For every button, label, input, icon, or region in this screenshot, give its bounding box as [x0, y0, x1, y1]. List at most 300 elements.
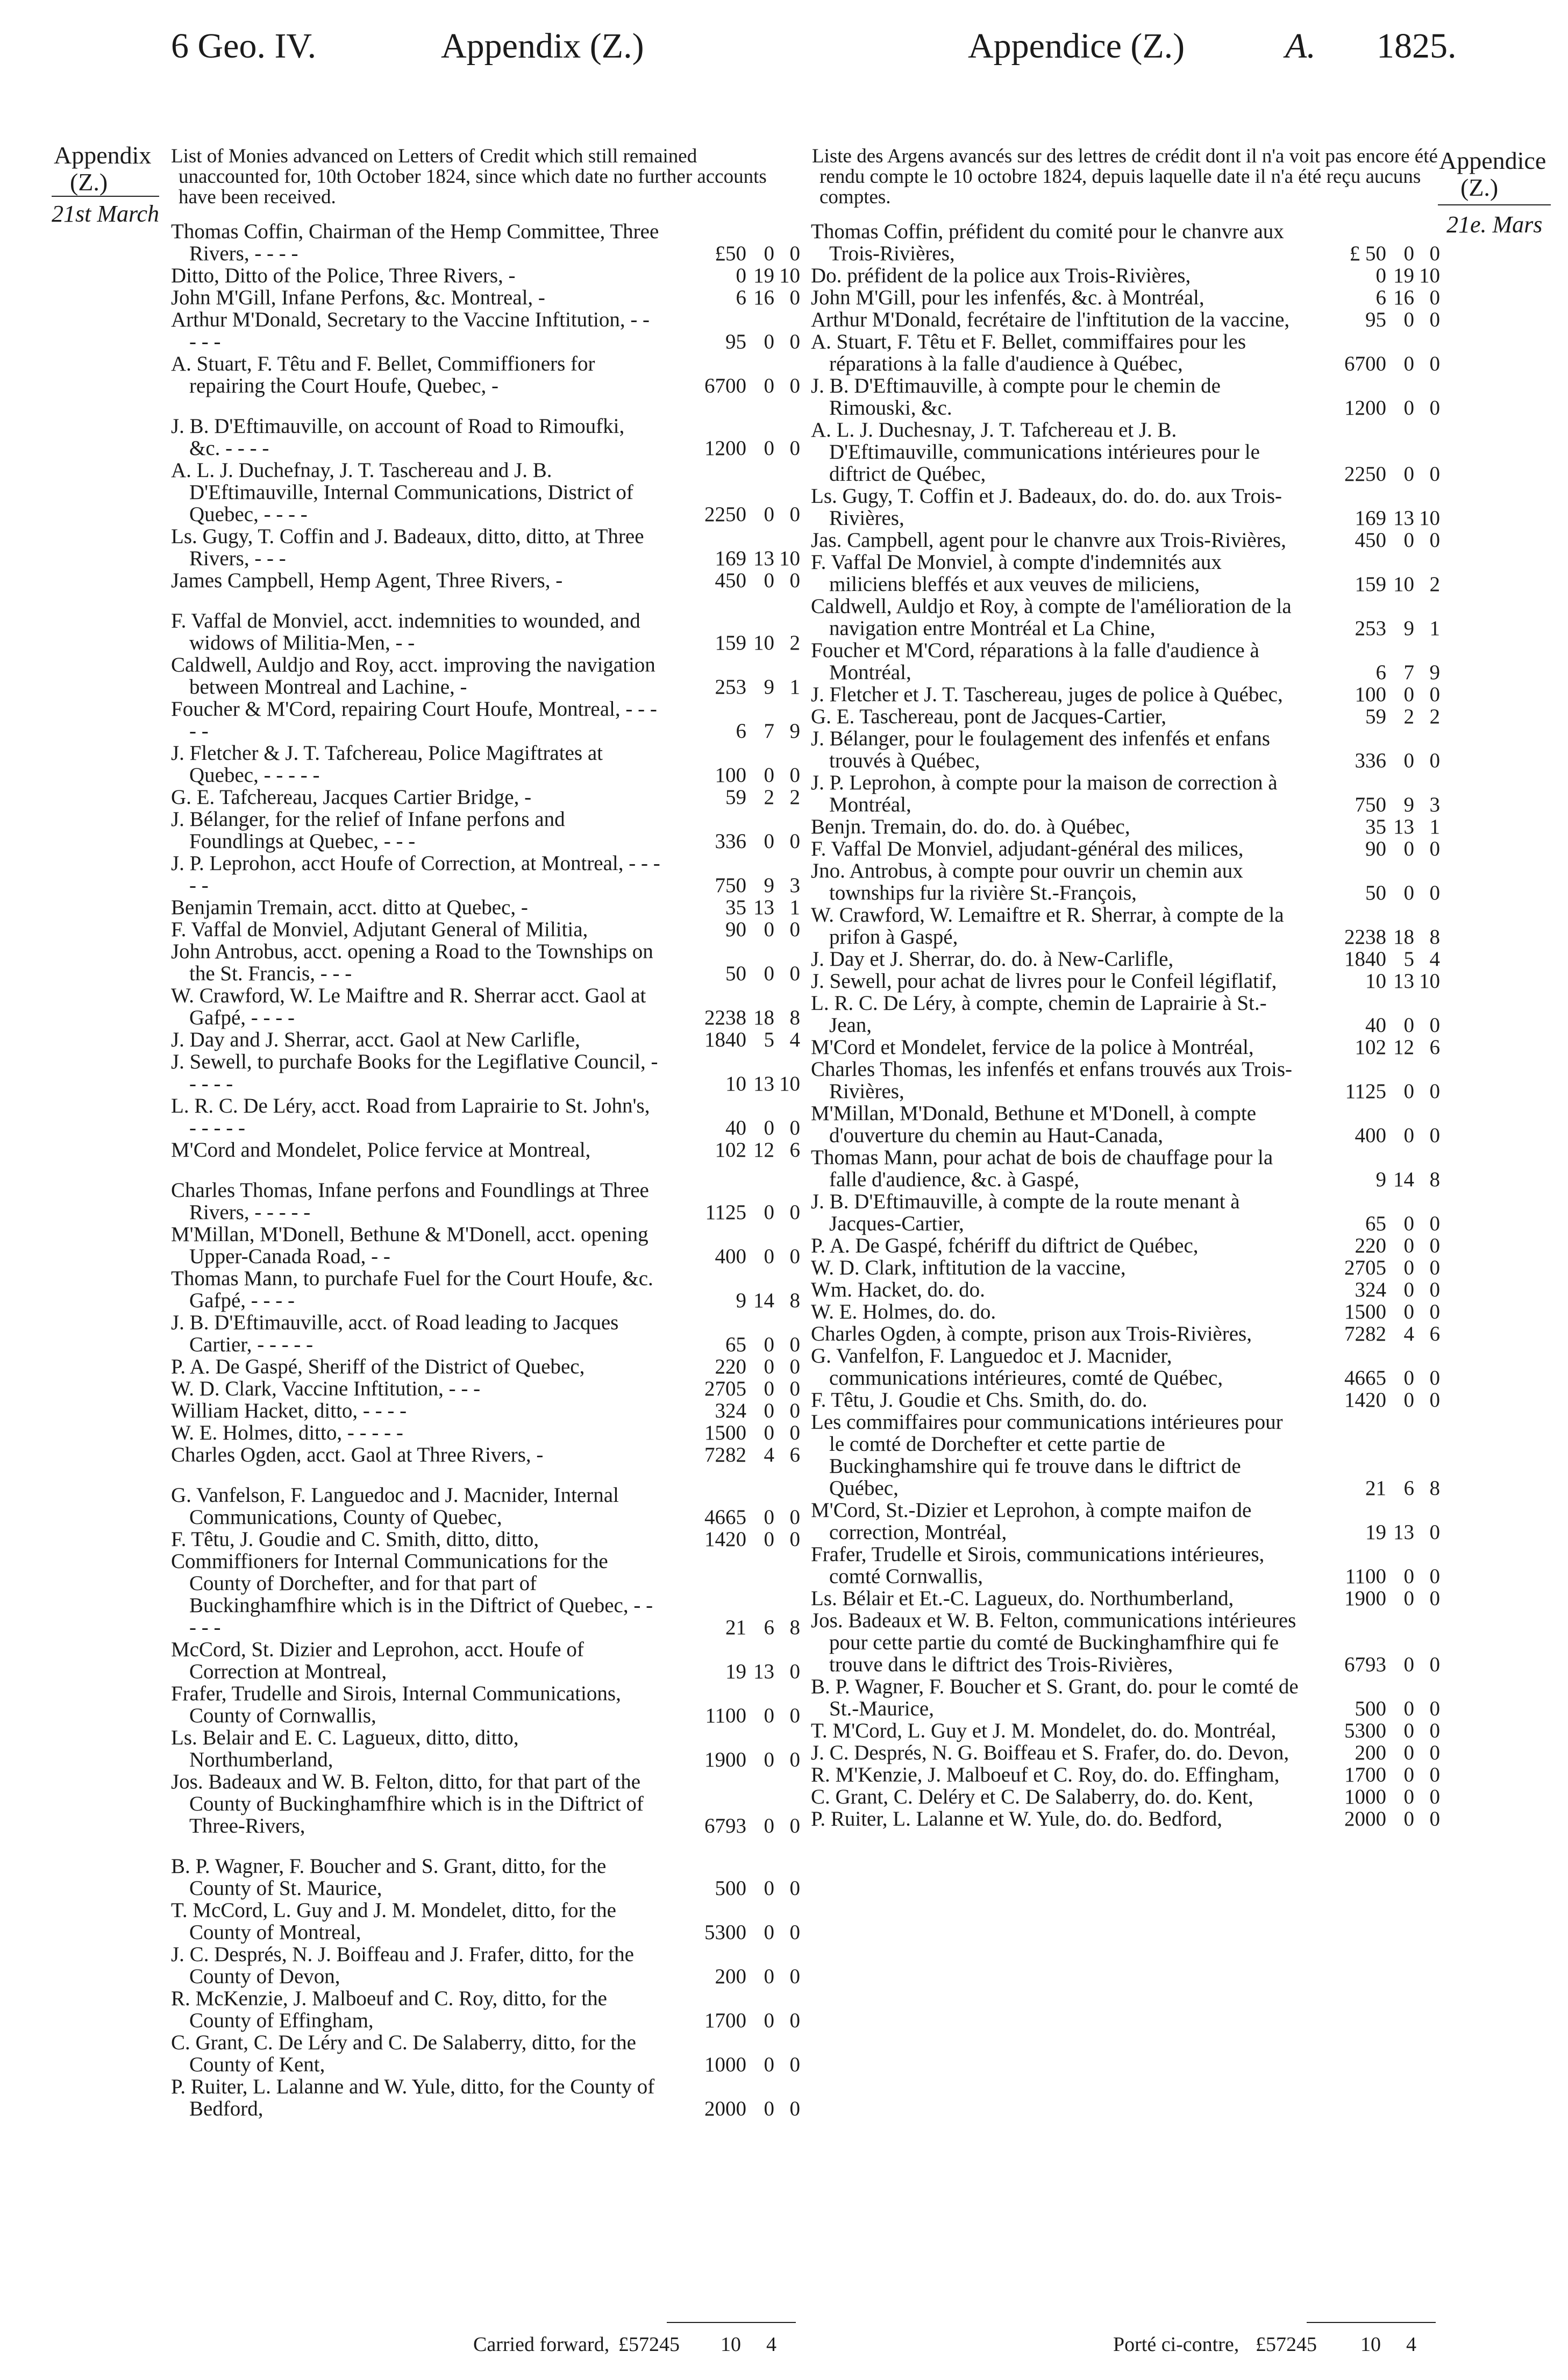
english-entry-shillings: 0 — [764, 1421, 774, 1444]
french-entry-amount — [1306, 1587, 1440, 1609]
french-entry-name: A. Stuart, F. Têtu et F. Bellet, commiffaires pour les réparations à la falle d'audience à Québec, — [811, 330, 1246, 375]
english-entry-shillings: 18 — [753, 1006, 774, 1029]
english-entry-amount — [666, 287, 800, 309]
french-entry-amount — [1306, 661, 1440, 683]
english-entry-pence: 10 — [779, 264, 800, 287]
english-entry-amount — [666, 1921, 800, 1943]
english-entry-pence: 0 — [789, 1528, 800, 1551]
french-entry-pounds: 6 — [1375, 286, 1386, 309]
french-entry-pounds: 0 — [1375, 264, 1386, 287]
french-entry-shillings: 12 — [1393, 1036, 1414, 1059]
english-entry-pence: 0 — [789, 1245, 800, 1268]
french-entry-shillings: 9 — [1403, 617, 1414, 640]
english-entry — [171, 896, 800, 918]
french-entry-pounds: 1700 — [1344, 1763, 1386, 1786]
french-entry-shillings: 0 — [1403, 396, 1414, 419]
french-entry — [811, 1036, 1440, 1058]
english-entry-pence: 0 — [789, 830, 800, 853]
french-entry-shillings: 0 — [1403, 1719, 1414, 1742]
english-entry-name: Commiffioners for Internal Communications for the County of Dorchefter, and for that part of Buckinghamfhire which is in the Diftrict of Quebec, - - - - - — [171, 1550, 653, 1639]
english-entry-pence: 0 — [789, 569, 800, 592]
french-entry-shillings: 13 — [1393, 970, 1414, 993]
english-entry-shillings: 0 — [764, 1245, 774, 1268]
french-entry — [811, 1543, 1440, 1587]
english-entry — [171, 1444, 800, 1466]
english-entry-name: C. Grant, C. De Léry and C. De Salaberry, ditto, for the County of Kent, — [171, 2031, 636, 2076]
english-entry — [171, 1528, 800, 1550]
french-entry-pence: 0 — [1429, 1124, 1440, 1147]
french-entry-name: Les commiffaires pour communications intérieures pour le comté de Dorchefter et cette partie de Buckinghamshire qui fe trouve dans le diftrict de Québec, — [811, 1410, 1283, 1500]
french-entry-pence: 0 — [1429, 1807, 1440, 1830]
english-entry-pence: 10 — [779, 1072, 800, 1095]
english-entry-amount — [666, 2098, 800, 2120]
english-entry — [171, 2032, 800, 2076]
english-entry-name: James Campbell, Hemp Agent, Three Rivers, - — [171, 569, 563, 592]
english-entry — [171, 459, 800, 525]
english-entry-name: Ditto, Ditto of the Police, Three Rivers, - — [171, 264, 516, 287]
english-entry-amount — [666, 547, 800, 569]
english-entry — [171, 1899, 800, 1943]
french-entry — [811, 772, 1440, 816]
french-entry — [811, 1058, 1440, 1102]
page-year: 1825. — [1377, 26, 1457, 66]
english-entry-pounds: 95 — [725, 330, 746, 353]
french-entry-amount — [1306, 1124, 1440, 1146]
english-entry — [171, 1855, 800, 1899]
english-entry-amount — [666, 1815, 800, 1837]
french-entry — [811, 331, 1440, 375]
french-entry-name: Do. préfident de la police aux Trois-Rivières, — [811, 264, 1191, 287]
french-entry-amount — [1306, 1742, 1440, 1764]
english-entry-shillings: 13 — [753, 896, 774, 919]
french-entry-name: M'Cord et Mondelet, fervice de la police à Montréal, — [811, 1036, 1254, 1059]
page-title-french: Appendice (Z.) — [968, 26, 1185, 66]
french-entry-pence: 0 — [1429, 1697, 1440, 1720]
english-entry-shillings: 14 — [753, 1289, 774, 1312]
english-entry — [171, 918, 800, 940]
french-entry-name: W. E. Holmes, do. do. — [811, 1300, 996, 1323]
french-entry-shillings: 0 — [1403, 529, 1414, 552]
french-entry-pounds: 7282 — [1344, 1322, 1386, 1345]
french-entry-pence: 0 — [1429, 1300, 1440, 1323]
english-entry — [171, 1484, 800, 1528]
english-entry-pounds: 102 — [715, 1138, 746, 1162]
english-entry-shillings: 0 — [764, 1333, 774, 1356]
english-entry — [171, 1943, 800, 1987]
english-entry-pounds: 1200 — [704, 437, 746, 460]
english-entry-shillings: 0 — [764, 1201, 774, 1224]
english-entry-pounds: 2000 — [704, 2097, 746, 2120]
french-entry-pounds: 19 — [1365, 1521, 1386, 1544]
french-entry — [811, 1257, 1440, 1279]
page-reign: 6 Geo. IV. — [171, 26, 317, 66]
french-entry-name: F. Têtu, J. Goudie et Chs. Smith, do. do. — [811, 1388, 1148, 1412]
french-entry-pounds: 10 — [1365, 970, 1386, 993]
english-entry — [171, 1267, 800, 1312]
english-entry-shillings: 0 — [764, 1399, 774, 1422]
english-entry — [171, 654, 800, 698]
english-entry-pence: 0 — [789, 503, 800, 526]
french-entry-pence: 0 — [1429, 1587, 1440, 1610]
french-entry — [811, 529, 1440, 551]
french-entry-amount — [1306, 617, 1440, 639]
french-entry-pounds: 253 — [1355, 617, 1386, 640]
french-entry-shillings: 13 — [1393, 507, 1414, 530]
french-entry-amount — [1306, 948, 1440, 970]
french-entry-pounds: 169 — [1355, 507, 1386, 530]
french-entry — [811, 1345, 1440, 1389]
french-entry-pence: 0 — [1429, 1741, 1440, 1764]
english-entry — [171, 1179, 800, 1223]
french-entry-amount — [1306, 1764, 1440, 1786]
french-entry-pence: 10 — [1419, 970, 1440, 993]
english-entry-pounds: 253 — [715, 675, 746, 699]
french-entry-name: Charles Thomas, les infenfés et enfans trouvés aux Trois-Rivières, — [811, 1058, 1293, 1103]
french-entry-amount — [1306, 1477, 1440, 1499]
french-entry-shillings: 0 — [1403, 1785, 1414, 1808]
french-entry-shillings: 0 — [1403, 1014, 1414, 1037]
french-entry-pence: 0 — [1429, 286, 1440, 309]
english-entry-pounds: 1100 — [705, 1704, 746, 1727]
french-entry — [811, 1146, 1440, 1191]
english-entry-pounds: 1500 — [704, 1421, 746, 1444]
english-entry — [171, 1051, 800, 1095]
french-entry-name: P. Ruiter, L. Lalanne et W. Yule, do. do. Bedford, — [811, 1807, 1222, 1830]
french-entry-name: F. Vaffal De Monviel, à compte d'indemnités aux miliciens bleffés et aux veuves de miliciens, — [811, 551, 1222, 596]
french-entry-pence: 0 — [1429, 308, 1440, 331]
english-entry-pounds: 1420 — [704, 1528, 746, 1551]
french-entry-pounds: 159 — [1355, 573, 1386, 596]
english-entry-amount — [666, 1029, 800, 1051]
french-entry-amount — [1306, 1698, 1440, 1720]
french-entry-shillings: 0 — [1403, 1234, 1414, 1257]
french-entry-pounds: 2250 — [1344, 462, 1386, 486]
english-entry-pence: 2 — [789, 786, 800, 809]
french-entry-name: Ls. Gugy, T. Coffin et J. Badeaux, do. do. do. aux Trois-Rivières, — [811, 484, 1282, 530]
english-entry-pence: 0 — [789, 1201, 800, 1224]
french-entry-pounds: 21 — [1365, 1477, 1386, 1500]
carried-forward-pounds: £57245 — [618, 2333, 680, 2356]
english-entry-name: McCord, St. Dizier and Leprohon, acct. Houfe of Correction at Montreal, — [171, 1638, 584, 1683]
french-entry-pence: 0 — [1429, 1256, 1440, 1279]
english-entry-pounds: 40 — [725, 1116, 746, 1139]
english-entry — [171, 698, 800, 742]
french-entry-pence: 0 — [1429, 837, 1440, 860]
english-entry-pounds: 0 — [736, 264, 746, 287]
french-entry-amount — [1306, 529, 1440, 551]
french-entry — [811, 1720, 1440, 1742]
english-entry-shillings: 13 — [753, 1072, 774, 1095]
french-entry — [811, 948, 1440, 970]
french-entry-name: Wm. Hacket, do. do. — [811, 1278, 985, 1301]
french-entry-shillings: 0 — [1403, 1388, 1414, 1412]
french-entry-shillings: 0 — [1403, 1565, 1414, 1588]
french-entry — [811, 287, 1440, 309]
french-entry-pounds: 400 — [1355, 1124, 1386, 1147]
footer-rule-french — [1307, 2322, 1436, 2323]
english-entry-amount — [666, 830, 800, 852]
french-entry-pounds: 50 — [1365, 881, 1386, 904]
french-entry — [811, 1808, 1440, 1830]
french-entry-name: M'Cord, St.-Dizier et Leprohon, à compte maifon de correction, Montréal, — [811, 1499, 1252, 1544]
french-entry-name: G. Vanfelfon, F. Languedoc et J. Macnider, communications intérieures, comté de Québec, — [811, 1344, 1223, 1389]
french-entry-pence: 8 — [1429, 925, 1440, 949]
french-entry-pence: 0 — [1429, 683, 1440, 706]
english-entry — [171, 1312, 800, 1356]
french-entry-pounds: 1125 — [1345, 1080, 1386, 1103]
english-entry-pounds: 1700 — [704, 2009, 746, 2032]
english-entry-pounds: 1900 — [704, 1748, 746, 1771]
french-entry-pounds: 90 — [1365, 837, 1386, 860]
english-entry-name: W. D. Clark, Vaccine Inftitution, - - - — [171, 1377, 481, 1400]
english-entry-name: W. Crawford, W. Le Maiftre and R. Sherrar acct. Gaol at Gafpé, - - - - — [171, 984, 646, 1029]
english-entry-name: Charles Thomas, Infane perfons and Foundlings at Three Rivers, - - - - - — [171, 1179, 649, 1224]
french-entry-name: F. Vaffal De Monviel, adjudant-général des milices, — [811, 837, 1244, 860]
french-entry-shillings: 0 — [1403, 683, 1414, 706]
english-entry-amount — [666, 569, 800, 592]
french-entry-pence: 0 — [1429, 1014, 1440, 1037]
english-entry-shillings: 0 — [764, 1377, 774, 1400]
english-entry-amount — [666, 1965, 800, 1987]
english-entry-name: Thomas Mann, to purchafe Fuel for the Court Houfe, &c. Gafpé, - - - - — [171, 1267, 653, 1312]
margin-appendix-left: Appendix — [54, 141, 152, 169]
french-entry-amount — [1306, 507, 1440, 529]
english-entry — [171, 786, 800, 808]
french-entry — [811, 970, 1440, 992]
english-entry-name: A. Stuart, F. Têtu and F. Bellet, Commiffioners for repairing the Court Houfe, Quebec, - — [171, 352, 595, 397]
english-entry-amount — [666, 1139, 800, 1161]
english-entry-amount — [666, 2054, 800, 2076]
french-entry-name: Thomas Coffin, préfident du comité pour le chanvre aux Trois-Rivières, — [811, 220, 1284, 265]
english-entry-shillings: 6 — [764, 1616, 774, 1639]
french-entry-shillings: 19 — [1393, 264, 1414, 287]
english-entry-shillings: 0 — [764, 437, 774, 460]
french-entry-pounds: 1100 — [1345, 1565, 1386, 1588]
french-entry-pounds: 450 — [1355, 529, 1386, 552]
english-entry-shillings: 0 — [764, 1506, 774, 1529]
porte-ci-contre-shillings: 10 — [1360, 2333, 1381, 2356]
french-entry-pence: 0 — [1429, 1278, 1440, 1301]
english-section-gap — [171, 1837, 800, 1855]
english-entry-name: F. Vaffal de Monviel, Adjutant General of Militia, — [171, 918, 588, 941]
french-entry-pounds: 6793 — [1344, 1653, 1386, 1676]
french-entry-amount — [1306, 1014, 1440, 1036]
french-entry-pounds: 336 — [1355, 749, 1386, 772]
english-entry-pounds: 1125 — [705, 1201, 746, 1224]
french-entry-amount — [1306, 1654, 1440, 1676]
french-entry-name: P. A. De Gaspé, fchériff du diftrict de Québec, — [811, 1234, 1199, 1257]
french-entry-name: J. Fletcher et J. T. Taschereau, juges de police à Québec, — [811, 683, 1283, 706]
french-entry-shillings: 14 — [1393, 1168, 1414, 1191]
english-entry-pence: 3 — [789, 874, 800, 897]
english-entry-amount — [666, 1245, 800, 1267]
english-entry — [171, 1550, 800, 1638]
english-entry-pounds: 50 — [725, 962, 746, 985]
french-entry-name: Jno. Antrobus, à compte pour ouvrir un chemin aux townships fur la rivière St.-François, — [811, 859, 1243, 904]
french-entry-name: Caldwell, Auldjo et Roy, à compte de l'amélioration de la navigation entre Montréal et La Chine, — [811, 595, 1292, 640]
english-entry-shillings: 9 — [764, 874, 774, 897]
english-entry-name: Caldwell, Auldjo and Roy, acct. improving the navigation between Montreal and Lachine, - — [171, 653, 655, 699]
english-entry — [171, 1683, 800, 1727]
english-entry-pounds: 59 — [725, 786, 746, 809]
french-entry-shillings: 13 — [1393, 815, 1414, 838]
french-entry-shillings: 13 — [1393, 1521, 1414, 1544]
french-entry-pence: 4 — [1429, 947, 1440, 971]
english-entry-pounds: 6793 — [704, 1814, 746, 1837]
english-entry-shillings: 10 — [753, 631, 774, 654]
english-entry-pounds: 2238 — [704, 1006, 746, 1029]
french-entry — [811, 1499, 1440, 1543]
french-entry — [811, 860, 1440, 904]
french-entry — [811, 1587, 1440, 1609]
margin-brace-right — [1438, 204, 1551, 205]
french-entry-shillings: 0 — [1403, 1080, 1414, 1103]
english-entry — [171, 220, 800, 265]
english-entry-pounds: 2250 — [704, 503, 746, 526]
porte-ci-contre-pounds: £57245 — [1256, 2333, 1317, 2356]
english-entry-amount — [666, 1661, 800, 1683]
french-entry-amount — [1306, 1301, 1440, 1323]
french-entry-pounds: 40 — [1365, 1014, 1386, 1037]
english-section-gap — [171, 592, 800, 610]
english-entry-pence: 0 — [789, 1355, 800, 1378]
french-entry — [811, 816, 1440, 838]
english-entry-name: J. B. D'Eftimauville, on account of Road to Rimoufki, &c. - - - - — [171, 415, 625, 460]
english-entry-pence: 6 — [789, 1443, 800, 1466]
french-entry-pounds: 59 — [1365, 705, 1386, 728]
french-entry — [811, 992, 1440, 1036]
french-entry — [811, 309, 1440, 331]
french-entry-pounds: 4665 — [1344, 1366, 1386, 1389]
english-entry-amount — [666, 1528, 800, 1550]
french-entry-pence: 0 — [1429, 1212, 1440, 1235]
french-entry-pounds: 1840 — [1344, 947, 1386, 971]
english-entry-name: F. Vaffal de Monviel, acct. indemnities to wounded, and widows of Militia-Men, - - — [171, 609, 640, 654]
english-entry-shillings: 16 — [753, 286, 774, 309]
english-entry — [171, 610, 800, 654]
french-entry-shillings: 0 — [1403, 1741, 1414, 1764]
french-entry-pounds: 220 — [1355, 1234, 1386, 1257]
french-entry — [811, 220, 1440, 265]
english-entry-pence: 0 — [789, 374, 800, 397]
french-entry-shillings: 0 — [1403, 352, 1414, 375]
english-entry — [171, 1095, 800, 1139]
english-entry-pence: 0 — [789, 1333, 800, 1356]
page-letter: A. — [1285, 26, 1316, 66]
french-entry — [811, 595, 1440, 639]
english-entry-name: John Antrobus, acct. opening a Road to the Townships on the St. Francis, - - - — [171, 940, 653, 985]
english-entry-name: P. Ruiter, L. Lalanne and W. Yule, ditto, for the County of Bedford, — [171, 2075, 655, 2120]
french-entry-amount — [1306, 353, 1440, 375]
english-entry-name: Charles Ogden, acct. Gaol at Three Rivers, - — [171, 1443, 544, 1466]
french-entry-name: R. M'Kenzie, J. Malboeuf et C. Roy, do. do. Effingham, — [811, 1763, 1280, 1786]
english-entry — [171, 309, 800, 353]
french-entry-shillings: 6 — [1403, 1477, 1414, 1500]
english-entry-pounds: 9 — [736, 1289, 746, 1312]
french-entry-amount — [1306, 1213, 1440, 1235]
english-entry-name: Foucher & M'Cord, repairing Court Houfe, Montreal, - - - - - — [171, 697, 657, 743]
french-entry-pounds: 324 — [1355, 1278, 1386, 1301]
margin-z-right: (Z.) — [1460, 174, 1499, 201]
french-entry-amount — [1306, 794, 1440, 816]
english-entry-amount — [666, 720, 800, 742]
english-entry-pounds: 100 — [715, 764, 746, 787]
french-entry — [811, 728, 1440, 772]
french-entry-amount — [1306, 816, 1440, 838]
french-entry-pence: 6 — [1429, 1036, 1440, 1059]
english-entry-amount — [666, 1400, 800, 1422]
english-entry — [171, 265, 800, 287]
english-entry-amount — [666, 1334, 800, 1356]
english-entry-pounds: 10 — [725, 1072, 746, 1095]
english-entry-pounds: 159 — [715, 631, 746, 654]
english-entry — [171, 1378, 800, 1400]
english-entry-pence: 4 — [789, 1028, 800, 1051]
english-section-gap — [171, 1466, 800, 1484]
english-entry-name: M'Cord and Mondelet, Police fervice at Montreal, — [171, 1138, 591, 1162]
french-entry-shillings: 2 — [1403, 705, 1414, 728]
english-entry-shillings: 0 — [764, 503, 774, 526]
english-entry-amount — [666, 764, 800, 786]
english-entry-amount — [666, 676, 800, 698]
english-entry-name: J. B. D'Eftimauville, acct. of Road leading to Jacques Cartier, - - - - - — [171, 1311, 619, 1356]
carried-forward-pence: 4 — [766, 2333, 776, 2356]
french-entry-shillings: 7 — [1403, 661, 1414, 684]
english-entry — [171, 852, 800, 896]
french-entry — [811, 706, 1440, 728]
english-entry-name: Ls. Gugy, T. Coffin and J. Badeaux, ditto, ditto, at Three Rivers, - - - — [171, 525, 644, 570]
french-entry-name: J. Day et J. Sherrar, do. do. à New-Carlifle, — [811, 947, 1174, 971]
english-entry-name: M'Millan, M'Donell, Bethune & M'Donell, acct. opening Upper-Canada Road, - - — [171, 1223, 648, 1268]
english-entry-name: J. P. Leprohon, acct Houfe of Correction, at Montreal, - - - - - — [171, 852, 660, 897]
english-entry-shillings: 13 — [753, 547, 774, 570]
french-entry — [811, 1609, 1440, 1676]
english-entry-shillings: 12 — [753, 1138, 774, 1162]
english-entry-pence: 8 — [789, 1289, 800, 1312]
french-entry — [811, 419, 1440, 485]
french-entry-name: W. D. Clark, inftitution de la vaccine, — [811, 1256, 1126, 1279]
english-entry-name: Ls. Belair and E. C. Lagueux, ditto, ditto, Northumberland, — [171, 1726, 519, 1771]
french-entry-name: Benjn. Tremain, do. do. do. à Québec, — [811, 815, 1130, 838]
french-entry-pounds: 1500 — [1344, 1300, 1386, 1323]
english-entry — [171, 569, 800, 592]
english-entry-pence: 0 — [789, 1399, 800, 1422]
english-entry-name: L. R. C. De Léry, acct. Road from Laprairie to St. John's, - - - - - — [171, 1094, 650, 1139]
french-entry-amount — [1306, 1257, 1440, 1279]
french-entry-name: Jos. Badeaux et W. B. Felton, communications intérieures pour cette partie du comté de Buckinghamfhire qui fe trouve dans le diftrict des Trois-Rivières, — [811, 1609, 1296, 1676]
english-entry-name: Frafer, Trudelle and Sirois, Internal Communications, County of Cornwallis, — [171, 1682, 621, 1727]
french-entry-shillings: 0 — [1403, 1763, 1414, 1786]
english-entry — [171, 940, 800, 985]
french-entry-pounds: 102 — [1355, 1036, 1386, 1059]
english-entry-pounds: 35 — [725, 896, 746, 919]
english-entry-shillings: 13 — [753, 1660, 774, 1683]
english-entry-amount — [666, 1289, 800, 1312]
french-entry-amount — [1306, 1080, 1440, 1102]
english-entry-name: F. Têtu, J. Goudie and C. Smith, ditto, ditto, — [171, 1528, 539, 1551]
english-entry-shillings: 0 — [764, 918, 774, 941]
english-entry-amount — [666, 896, 800, 918]
french-entry-amount — [1306, 287, 1440, 309]
english-entry-name: William Hacket, ditto, - - - - — [171, 1399, 407, 1422]
english-entry-name: P. A. De Gaspé, Sheriff of the District of Quebec, — [171, 1355, 585, 1378]
french-entry — [811, 1323, 1440, 1345]
english-entry-amount — [666, 265, 800, 287]
english-entry-name: Thomas Coffin, Chairman of the Hemp Committee, Three Rivers, - - - - — [171, 220, 659, 265]
french-entry-amount — [1306, 1389, 1440, 1411]
english-entry-name: B. P. Wagner, F. Boucher and S. Grant, ditto, for the County of St. Maurice, — [171, 1855, 607, 1900]
french-entry-shillings: 0 — [1403, 308, 1414, 331]
